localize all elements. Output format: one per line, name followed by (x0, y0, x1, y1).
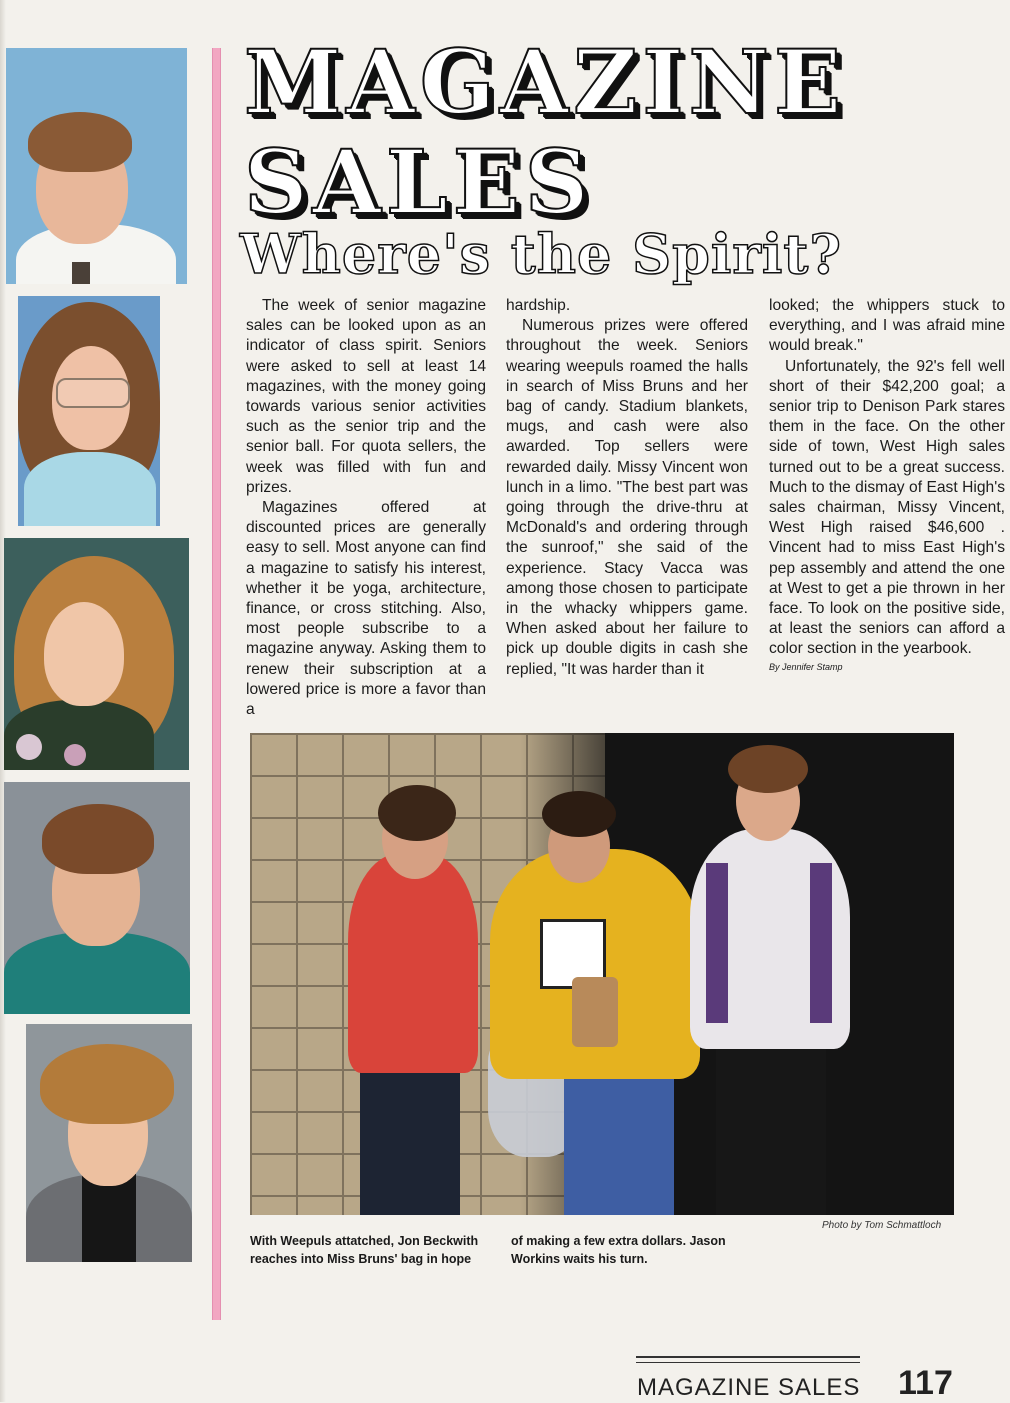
footer-rule (636, 1356, 860, 1363)
byline: By Jennifer Stamp (769, 661, 843, 672)
portrait-photo-2 (18, 296, 160, 526)
portrait-photo-4 (4, 782, 190, 1014)
main-photo (250, 733, 954, 1215)
pink-accent-rule (212, 48, 221, 1320)
photo-caption-part-2: of making a few extra dollars. Jason Workins waits his turn. (511, 1234, 726, 1266)
title-line-2: SALES (244, 130, 594, 234)
photo-caption-part-1: With Weepuls attatched, Jon Beckwith reaches into Miss Bruns' bag in hope (250, 1234, 479, 1266)
portrait-photo-1 (6, 48, 187, 284)
article-column-2 (506, 296, 748, 680)
page-number: 117 (898, 1364, 953, 1402)
title-line-1: MAGAZINE (244, 30, 847, 134)
footer-section-title: MAGAZINE SALES (637, 1374, 861, 1401)
article-paragraph: Unfortunately, the 92's fell well short of their $42,200 goal; a senior trip to Denison Park stares them in the face. On the other side of town, West High sales turned out to be a great success. Much to the dismay of East High's sales chairman, Missy Vincent, West High raised $46,600 . Vincent had to miss East High's pep assembly and attend the one at West to get a pie thrown in her face. To look on the positive side, at least the seniors can afford a color section in the yearbook. (769, 357, 1005, 658)
article-paragraph: hardship. (506, 297, 571, 314)
paper-bag (572, 977, 618, 1047)
article-column-3 (769, 296, 1005, 674)
article-paragraph: Numerous prizes were offered throughout the week. Seniors wearing weepuls roamed the halls in search of Miss Bruns and her bag of candy. Stadium blankets, mugs, and cash were also awarded. Top sellers were rewarded daily. Missy Vincent won lunch in a limo. "The best part was going through the drive-thru at McDonald's and ordering through the sunroof," she said of the experience. Stacy Vacca was among those chosen to participate in the whacky whippers game. When asked about her failure to pick up double digits in cash she replied, "It was harder than it (506, 317, 748, 678)
article-column-1 (246, 296, 486, 720)
portrait-photo-5 (26, 1024, 192, 1262)
article-paragraph: Magazines offered at discounted prices are generally easy to sell. Most anyone can find a magazine to satisfy his interest, whether it be yoga, architecture, finance, or cross stitching. Also, most people subscribe to a magazine anyway. Asking them to renew their subscription at a lowered price is more a favor than a (246, 499, 486, 719)
photo-credit: Photo by Tom Schmattloch (822, 1220, 942, 1231)
article-paragraph: looked; the whippers stuck to everything, and I was afraid mine would break." (769, 297, 1005, 355)
subtitle: Where's the Spirit? (240, 222, 842, 286)
portrait-photo-3 (4, 538, 189, 770)
article-paragraph: The week of senior magazine sales can be looked upon as an indicator of class spirit. Seniors were asked to sell at least 14 magazines, with the money going towards various senior activities such as the senior trip and the senior ball. For quota sellers, the week was filled with fun and prizes. (246, 297, 486, 496)
